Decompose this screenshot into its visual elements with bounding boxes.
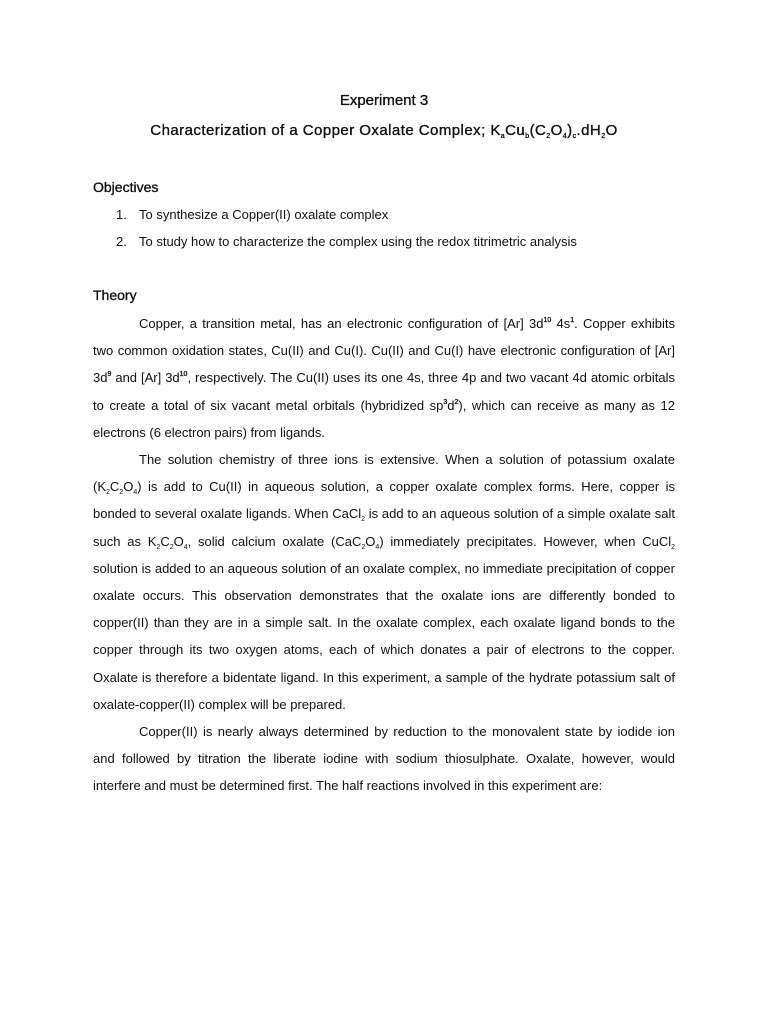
objective-item [116,228,577,255]
p1-sup: 10 [543,317,552,324]
objective-text: To study how to characterize the complex using the redox titrimetric analysis [139,234,577,249]
p2-text: The solution chemistry of three ions is extensive. When a solution of potassium oxalate (K [93,452,675,495]
objectives-list [116,201,577,255]
objective-number: 1. [116,207,127,222]
p2-text: O [365,533,376,549]
formula-end: O [605,122,618,139]
formula-sub-a: a [500,133,506,140]
formula-paren-close: ) [567,122,573,139]
theory-paragraph-2 [93,446,675,718]
p1-sup: 1 [570,317,575,324]
p2-text: C [109,479,120,495]
theory-paragraph-3: Copper(II) is nearly always determined by reduction to the monovalent state by iodide ion and followed by titration the liberate iodine with sodium thiosulphate. Oxalate, however, would interfere and must be determined first. The half reactions involved in this experiment are: [93,724,675,794]
p2-sub: 4 [183,543,188,551]
p2-text: C [160,533,170,549]
p1-text: and [Ar] 3d [111,370,180,386]
subtitle-text: Characterization of a Copper Oxalate Complex; [150,122,491,139]
p1-text: ), which can receive as many as 12 electrons (6 electron pairs) from ligands. [93,397,676,440]
theory-heading: Theory [93,287,137,303]
p1-text: Copper, a transition metal, has an electronic configuration of [Ar] 3d [139,316,544,331]
p2-sub: 2 [361,516,366,524]
formula-sub-4: 4 [562,133,568,140]
objectives-heading: Objectives [93,179,159,195]
objective-text: To synthesize a Copper(II) oxalate complex [139,207,389,222]
p1-text: 4s [551,316,571,331]
formula-sub-b: b [525,133,530,140]
p1-sup: 9 [107,371,112,379]
p2-sub: 4 [375,543,380,551]
document-title: Experiment 3 [339,92,429,109]
p2-text: solution is added to an aqueous solution of an oxalate complex, no immediate precipitation of copper oxalate occurs. This observation demonstrates that the oxalate ions are differently bonded to copper(II) than they are in a simple salt. In the oxalate complex, each oxalate ligand bonds to the copper through its two oxygen atoms, each of which donates a pair of electrons to the copper. Oxalate is therefore a bidentate ligand. In this experiment, a sample of the hydrate potassium salt of oxalate-copper(II) complex will be prepared. [93,560,675,712]
document-subtitle [0,122,768,139]
p1-sup: 10 [179,371,188,379]
p2-sub: 2 [361,543,366,551]
p2-sub: 2 [156,543,161,551]
p2-sub: 2 [119,489,124,497]
objective-item [116,201,577,228]
p1-sup: 3 [443,398,448,406]
p2-text: is add to an aqueous solution of a simple oxalate salt such as K [93,506,675,549]
p2-sub: 4 [133,489,138,497]
p1-text: , respectively. The Cu(II) uses its one 4s, three 4p and two vacant 4d atomic orbitals to create a total of six vacant metal orbitals (hybridized sp [93,370,675,413]
formula-sub-2b: 2 [601,133,606,140]
p2-text: O [123,479,134,495]
p2-text: ) is add to Cu(II) in aqueous solution, a copper oxalate complex forms. Here, copper is bonded to several oxalate ligands. When CaCl [93,479,675,522]
formula-dot-dh: .dH [576,122,602,139]
formula-sub-c: c [572,133,577,140]
p2-sub: 2 [671,543,676,551]
p1-text: . Copper exhibits two common oxidation states, Cu(II) and Cu(I). Cu(II) and Cu(I) have electronic configuration of [Ar] 3d [93,316,675,386]
p1-sup: 2 [454,398,459,406]
objective-number: 2. [116,234,127,249]
formula-o: O [550,122,563,139]
p2-text: ) immediately precipitates. However, when CuCl [379,533,672,549]
p1-text: d [447,397,455,413]
p2-sub: 2 [169,543,174,551]
formula-paren-open: (C [529,122,547,139]
p2-text: , solid calcium oxalate (CaC [187,533,362,549]
p2-text: O [173,533,184,549]
theory-body [93,310,675,800]
formula-k: K [490,122,501,139]
theory-paragraph-1 [93,310,675,446]
formula-cu: Cu [505,122,526,139]
p2-sub: 2 [106,489,110,497]
formula-sub-2: 2 [546,133,551,140]
